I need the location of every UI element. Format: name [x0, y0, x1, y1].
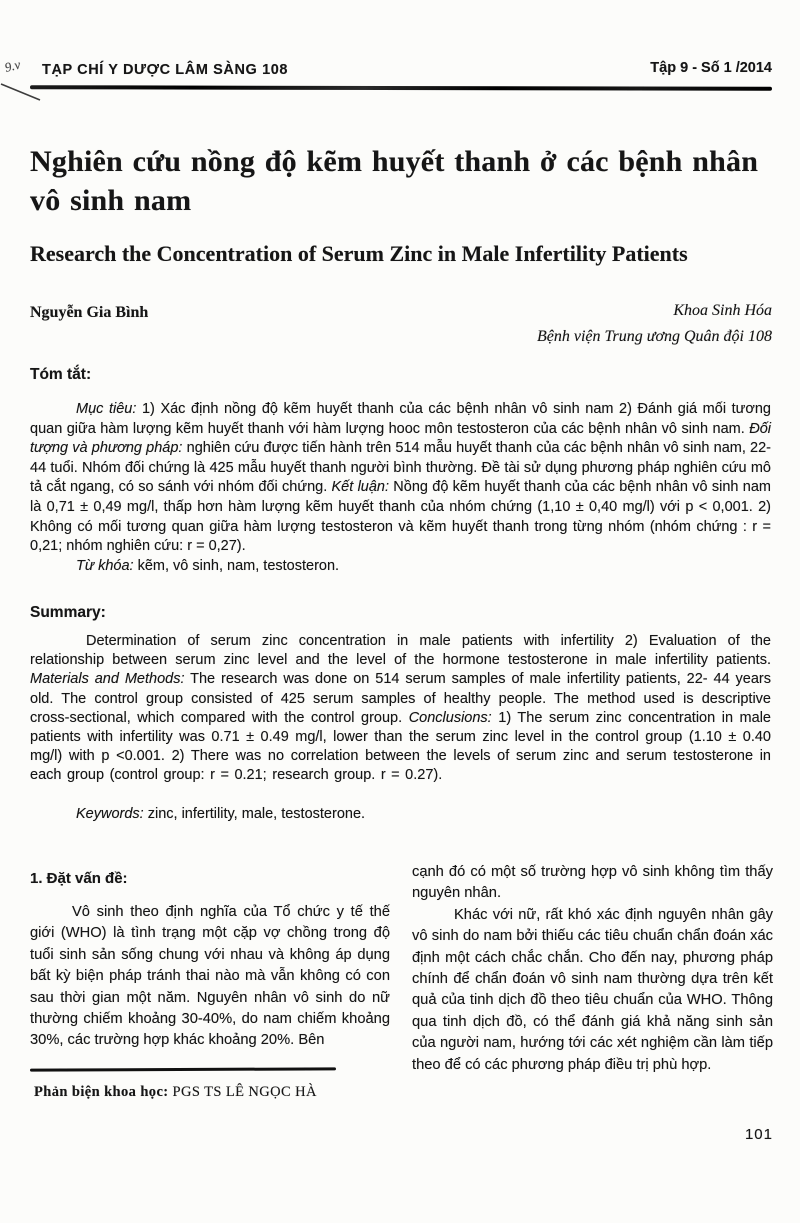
- summary-keywords-text: zinc, infertility, male, testosterone.: [143, 806, 366, 822]
- footnote: [34, 1084, 317, 1101]
- abstract-conclusion-label: Kết luận:: [331, 479, 390, 496]
- abstract-methods-label: Đối tượng và phương pháp:: [30, 420, 771, 457]
- handwritten-mark-text: 9.v: [3, 56, 22, 75]
- abstract-run-1: 1) Xác định nồng độ kẽm huyết thanh của các bệnh nhân vô sinh nam 2) Đánh giá mối tương quan giữa hàm lượng kẽm huyết thanh với hàm lượng hooc môn testosteron của các bệnh nhân vô sinh nam.: [30, 401, 771, 437]
- summary-keywords-label: Keywords:: [76, 806, 144, 822]
- intro-paragraph-left: Vô sinh theo định nghĩa của Tổ chức y tế thế giới (WHO) là tình trạng một cặp vợ chồng trong độ tuổi sinh sản sống chung với nhau và không áp dụng bất kỳ biện pháp tránh thai nào mà vẫn không có con sau thời gian một năm. Nguyên nhân vô sinh do nữ thường chiếm khoảng 30-40%, do nam chiếm khoảng 30%, các trường hợp khác khoảng 20%. Bên: [30, 904, 390, 1049]
- summary-paragraph: [30, 632, 771, 786]
- summary-run-2: The research was done on 514 serum samples of male infertility patients, 22- 44 years old. The control group consisted of 425 serum samples of healthy people. The method used is descriptive cross-sectional, which compared with the control group.: [30, 671, 771, 726]
- footnote-rule: [30, 1067, 336, 1071]
- affiliation-block: [352, 298, 772, 350]
- summary-methods-label: Materials and Methods:: [30, 671, 185, 688]
- abstract-keywords: [30, 558, 771, 574]
- summary-conclusions-label: Conclusions:: [408, 709, 492, 726]
- affiliation-institution: Bệnh viện Trung ương Quân đội 108: [536, 328, 772, 345]
- page-number: 101: [744, 1126, 773, 1143]
- header-issue: Tập 9 - Số 1 /2014: [650, 60, 772, 76]
- body-column-left: [30, 870, 390, 1052]
- intro-paragraph-right-2: Khác với nữ, rất khó xác định nguyên nhân gây vô sinh do nam bởi thiếu các tiêu chuẩn chẩn đoán xác định một cách chắc chắn. Cho đến nay, phương pháp chính để chẩn đoán vô sinh nam thường dựa trên kết quả của tinh dịch đồ theo tiêu chuẩn của WHO. Thông qua tinh dịch đồ, có thể đánh giá khả năng sinh sản của người nam, hướng tới các xét nghiệm cần làm tiếp theo để có các phương pháp điều trị phù hợp.: [412, 906, 773, 1073]
- summary-run-3: 1) The serum zinc concentration in male patients with infertility was 0.71 ± 0.49 mg/l, lower than the serum zinc level in the control group (1.10 ± 0.40 mg/l) with p <0.001. 2) There was no correlation between the levels of serum zinc and serum testosterone in each group (control group: r = 0.21; research group. r = 0.27).: [30, 709, 771, 784]
- abstract-keywords-text: kẽm, vô sinh, nam, testosteron.: [133, 558, 340, 574]
- intro-paragraph-right-1: cạnh đó có một số trường hợp vô sinh không tìm thấy nguyên nhân.: [412, 864, 773, 902]
- header-journal-title: TẠP CHÍ Y DƯỢC LÂM SÀNG 108: [42, 62, 289, 78]
- header-rule: [30, 85, 772, 90]
- abstract-paragraph: [30, 400, 771, 557]
- abstract-objective-label: Mục tiêu:: [76, 401, 137, 417]
- section-1-heading: 1. Đặt vấn đề:: [30, 870, 128, 887]
- handwritten-mark: [0, 38, 70, 118]
- article-title-vi: Nghiên cứu nồng độ kẽm huyết thanh ở các bệnh nhân vô sinh nam: [30, 145, 759, 217]
- summary-run-1: Determination of serum zinc concentration in male patients with infertility 2) Evaluation of the relationship between serum zinc level and the level of the hormone testosterone in male infertility patients.: [30, 633, 771, 669]
- summary-keywords: [30, 806, 771, 822]
- article-title-en: Research the Concentration of Serum Zinc in Male Infertility Patients: [30, 241, 688, 266]
- affiliation-department: Khoa Sinh Hóa: [673, 302, 772, 319]
- footnote-reviewer: PGS TS LÊ NGỌC HÀ: [168, 1084, 317, 1100]
- body-column-right: [412, 862, 773, 1076]
- author-name: Nguyễn Gia Bình: [30, 304, 149, 321]
- abstract-heading: Tóm tắt:: [30, 366, 92, 383]
- abstract-run-2: nghiên cứu được tiến hành trên 514 mẫu huyết thanh của các bệnh nhân vô sinh nam, 22- 44 tuổi. Nhóm đối chứng là 425 mẫu huyết thanh người bình thường. Đề tài sử dụng phương pháp nghiên cứu mô tả cắt ngang, có so sánh với nhóm đối chứng.: [30, 440, 771, 496]
- summary-heading: Summary:: [30, 604, 106, 621]
- footnote-label: Phản biện khoa học:: [34, 1084, 169, 1100]
- abstract-keywords-label: Từ khóa:: [76, 558, 134, 574]
- abstract-run-3: Nồng độ kẽm huyết thanh của các bệnh nhân vô sinh nam là 0,71 ± 0,49 mg/l, thấp hơn hàm lượng kẽm huyết thanh của nhóm chứng (1,10 ± 0,40 mg/l) với p < 0,001. 2) Không có mối tương quan giữa hàm lượng testosteron và kẽm huyết thanh trong từng nhóm (nhóm chứng : r = 0,21; nhóm nghiên cứu: r = 0,27).: [30, 479, 771, 555]
